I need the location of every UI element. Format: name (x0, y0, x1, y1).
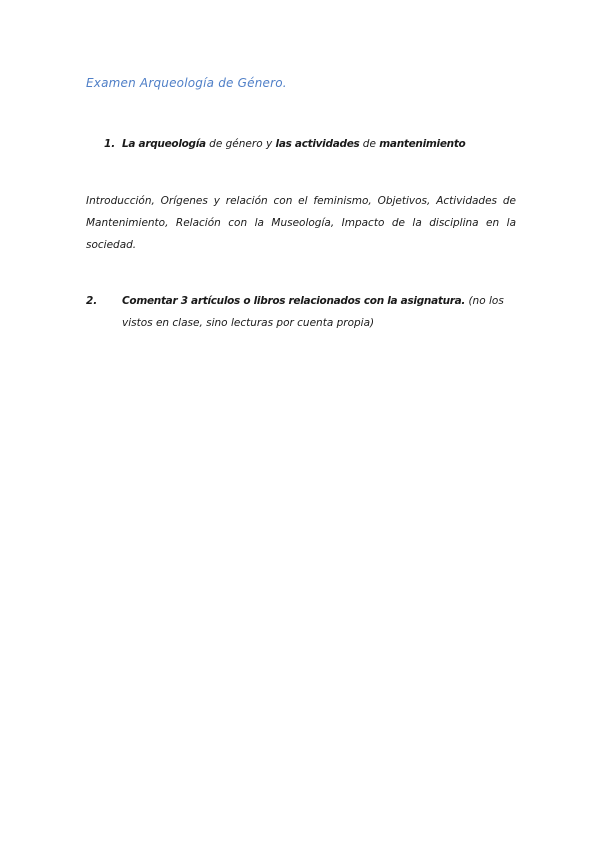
list-item-1-bold-3: mantenimiento (379, 138, 466, 150)
list-item-2-bold: Comentar 3 artículos o libros relacionados con la asignatura. (122, 295, 466, 307)
list-item-1-text-1: de género y (205, 138, 276, 150)
document-title: Examen Arqueología de Género. (86, 76, 287, 90)
list-item-2-number: 2. (86, 295, 98, 307)
list-item-1-bold-2: las actividades (275, 138, 360, 150)
list-item-1-bold-1: La arqueología (122, 138, 206, 150)
topics-paragraph: Introducción, Orígenes y relación con el feminismo, Objetivos, Actividades de Mantenimiento, Relación con la Museología, Impacto de la disciplina en la sociedad. (86, 195, 516, 251)
list-item-1-number: 1. (104, 138, 116, 150)
list-item-2 (86, 290, 534, 334)
list-item-1 (104, 133, 516, 155)
list-item-2-text: (no los vistos en clase, sino lecturas por cuenta propia) (122, 295, 504, 329)
list-item-1-text-2: de (359, 138, 380, 150)
